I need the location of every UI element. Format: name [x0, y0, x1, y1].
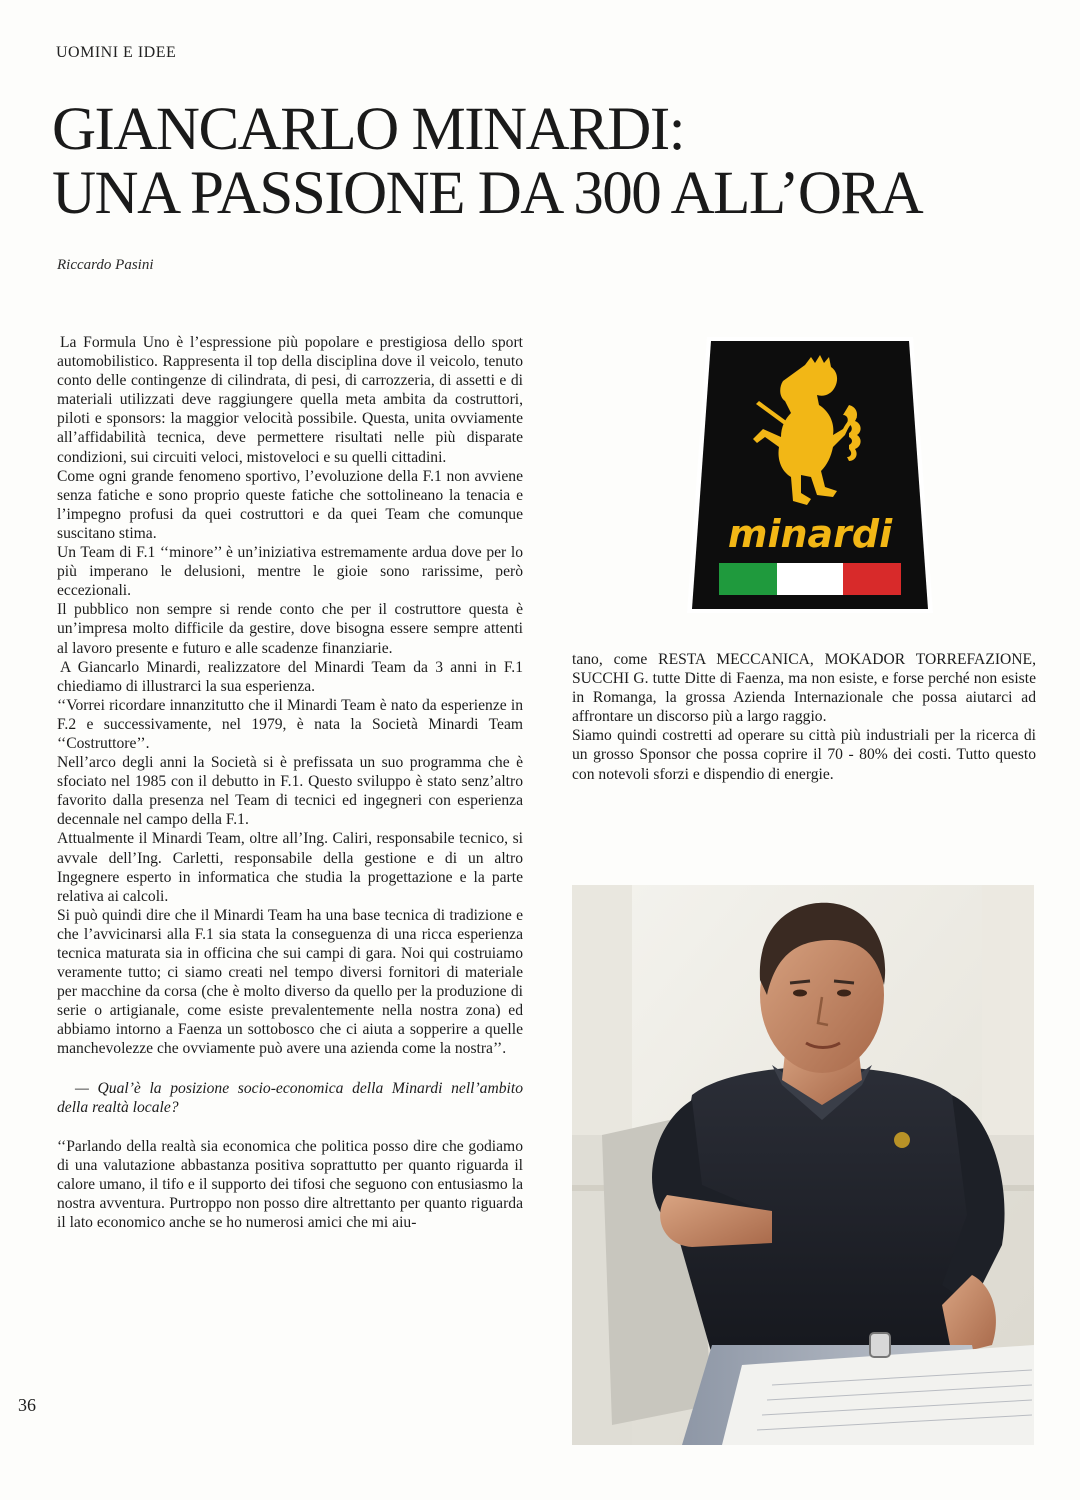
paragraph: Nell’arco degli anni la Società si è prefissata un suo programma che è sfociato nel 1985 con il debutto in F.1. Questo sviluppo è stato senz’altro favorito dalla presenza nel Team di tecnici ed ingegneri con esperienza decennale nel campo della F.1. — [57, 754, 523, 829]
interview-question: — Qual’è la posizione socio-economica della Minardi nell’ambito della realtà locale? — [57, 1079, 523, 1116]
flag-red — [843, 563, 901, 595]
interview-answer: ‘‘Parlando della realtà sia economica che politica posso dire che godiamo di una valutazione abbastanza positiva soprattutto per quanto riguarda il calore umano, il tifo e il supporto dei tifosi che seguono con entusiasmo la nostra avventura. Purtroppo non posso dire altrettanto per quanto riguarda il lato economico anche se ho numerosi amici che mi aiu- — [57, 1137, 523, 1232]
paragraph: Siamo quindi costretti ad operare su città più industriali per la ricerca di un grosso Sponsor che possa coprire il 70 - 80% dei costi. Tutto questo con notevoli sforzi e dispendio di energie. — [572, 727, 1036, 783]
headline-line-1: GIANCARLO MINARDI: — [52, 96, 685, 163]
portrait-photo-illustration — [572, 885, 1034, 1445]
paragraph: A Giancarlo Minardi, realizzatore del Minardi Team da 3 anni in F.1 chiediamo di illustrarci la sua esperienza. — [57, 658, 523, 695]
page-number: 36 — [18, 1395, 36, 1415]
byline: Riccardo Pasini — [57, 257, 154, 273]
flag-green — [719, 563, 777, 595]
section-label: UOMINI E IDEE — [56, 44, 177, 61]
paragraph: Si può quindi dire che il Minardi Team ha una base tecnica di tradizione e che l’avvicinarsi alla F.1 sia stata la conseguenza di una ricca esperienza tecnica maturata sia in officina che sui campi di gara. Noi qui costruiamo veramente tutto; ci siamo creati nel tempo diversi fornitori di materiale per macchine da corsa (che è molto diverso da quello per la produzione di serie o artigianale, come esiste prevalentemente nella nostra zona) ed abbiamo intorno a Faenza un sottobosco che ci aiuta a sopperire a quelle manchevolezze che ovviamente può avere una azienda come la nostra’’. — [57, 906, 523, 1058]
paragraph: La Formula Uno è l’espressione più popolare e prestigiosa dello sport automobilistico. Rappresenta il top della disciplina dove il veicolo, tenuto conto delle contingenze di cilindrata, di pesi, di carrozzeria, di assetti e di materiali utilizzati deve raggiungere quella meta ambita da costruttori, piloti e sponsors: la maggior velocità possibile. Questa, unita ovviamente all’affidabilità tecnica, deve permettere risultati nelle più disparate condizioni, sui circuiti veloci, mistoveloci e su quelli cittadini. — [57, 334, 523, 466]
paragraph: tano, come RESTA MECCANICA, MOKADOR TORREFAZIONE, SUCCHI G. tutte Ditte di Faenza, ma non esiste, e forse perché non esiste in Romanga, la grossa Azienda Internazionale che possa aiutarci ad affrontare un discorso più a largo raggio. — [572, 651, 1036, 726]
flag-white — [777, 563, 843, 595]
article-left-column — [57, 333, 523, 1232]
paragraph: Il pubblico non sempre si rende conto che per il costruttore questa è un’impresa molto difficile da gestire, dove bisogna essere sempre attenti al lavoro presente e futuro e alle scadenze finanziarie. — [57, 601, 523, 657]
article-right-column — [572, 650, 1036, 784]
paragraph: Attualmente il Minardi Team, oltre all’Ing. Caliri, responsabile tecnico, si avvale dell’Ing. Carletti, responsabile della gestione e di un altro Ingegnere esperto in informatica che studia la progettazione e la parte relativa ai calcoli. — [57, 830, 523, 905]
minardi-logo — [685, 335, 935, 615]
logo-text: minardi — [727, 512, 893, 556]
headline — [52, 98, 1052, 226]
portrait-photo — [572, 885, 1034, 1445]
headline-line-2: UNA PASSIONE DA 300 ALL’ORA — [52, 160, 923, 227]
paragraph: Un Team di F.1 ‘‘minore’’ è un’iniziativa estremamente ardua dove per lo più imperano le delusioni, mentre le gioie sono rarissime, però eccezionali. — [57, 544, 523, 600]
paragraph: ‘‘Vorrei ricordare innanzitutto che il Minardi Team è nato da esperienze in F.2 e successivamente, nel 1979, è nata la Società Minardi Team ‘‘Costruttore’’. — [57, 696, 523, 752]
paragraph: Come ogni grande fenomeno sportivo, l’evoluzione della F.1 non avviene senza fatiche e sono proprio queste fatiche che sottolineano la tenacia e l’impegno profusi da quei costruttori e da quei Team che comunque suscitano stima. — [57, 467, 523, 542]
